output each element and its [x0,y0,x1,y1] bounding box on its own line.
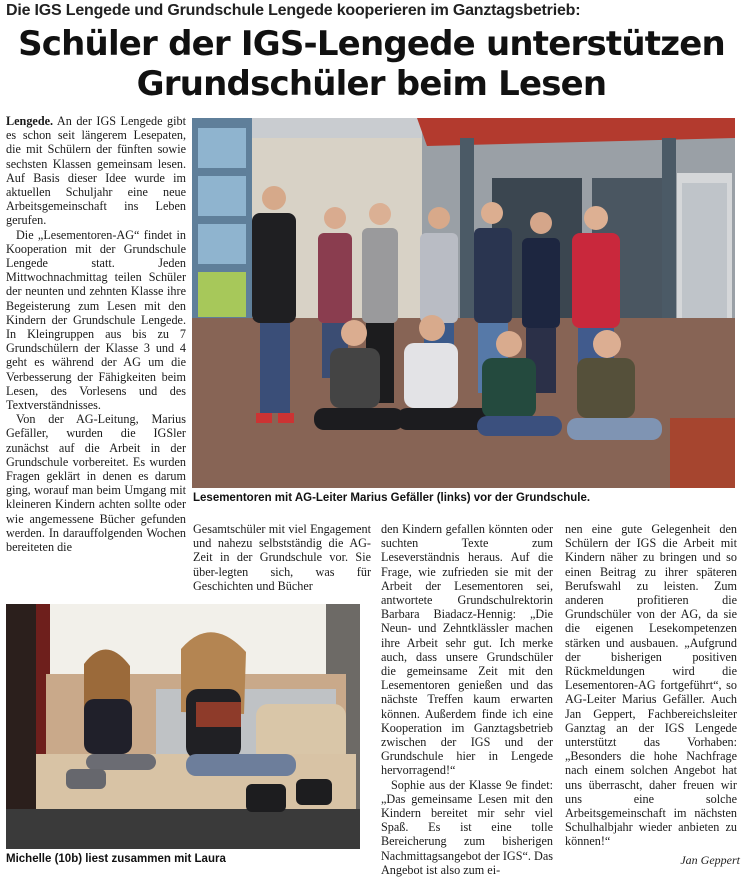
intro-text: An der IGS Lengede gibt es schon seit längerem Lesepaten, die mit Schülern der fünften sowie sechsten Klassen gemeinsam lesen. Auf Basis dieser Idee wurde im aktuellen Schuljahr eine neue Arbeitsgemeinschaft ins Leben gerufen. [6,114,186,228]
kicker: Die IGS Lengede und Grundschule Lengede kooperieren im Ganztagsbetrieb: [6,2,581,19]
group-photo-caption: Lesementoren mit AG-Leiter Marius Gefäller (links) vor der Grundschule. [193,492,591,504]
reading-photo [6,604,360,849]
paragraph-ag: Die „Lesementoren-AG“ findet in Kooperation mit der Grundschule Lengede statt. Jeden Mittwochnachmittag teilen Schüler der neunten und zehnten Klasse ihre Begeisterung zum Lesen mit den Kindern der Grundschule Lengede. In Kleingruppen aus bis zu 7 Grundschülern der Klasse 3 und 4 geht es während der AG um die Verbesserung der Fähigkeiten beim Lesen, des Vorlesens und des Textverständnisses. [6,227,186,413]
article-column-2 [193,522,371,593]
paragraph-intro [6,114,186,228]
paragraph-quote-rektorin: den Kindern gefallen könnten oder suchten Texte zum Leseverständnis heraus. Auf die Frage, wie zufrieden sie mit der Arbeit der Lesementoren sei, antwortete Grundschulrektorin Barbara Biadacz-Hennig: „Die Neun- und Zehntklässler machen ihre Arbeit sehr gut. Ich merke auch, dass unsere Grundschüler die gemeinsame Zeit mit den Lesementoren genießen und das nächste Treffen kaum erwarten können. Außerdem finde ich eine Kooperation im Ganztagsbetrieb zwischen der IGS und der Grundschule hier in Lengede hervorragend!“ [381,522,553,778]
article-column-1 [6,114,186,554]
group-photo [192,118,735,488]
article-column-3 [381,522,553,877]
reading-photo-caption: Michelle (10b) liest zusammen mit Laura [6,853,226,865]
dateline: Lengede. [6,114,54,128]
headline-line-1: Schüler der IGS-Lengede unterstützen [18,24,725,64]
paragraph-sophie: Sophie aus der Klasse 9e findet: „Das gemeinsame Lesen mit den Kindern bereitet mir sehr viel Spaß. Es ist eine tolle Bereicherung zum bisherigen Nachmittagsangebot der IGS“. Das Angebot ist also zum ei- [381,777,553,877]
paragraph-col4: nen eine gute Gelegenheit den Schülern der IGS die Arbeit mit Kindern näher zu bringen und so einen Beitrag zu ihrer späteren Berufswahl zu leisten. Zum anderen profitieren die Grundschüler von der AG, da sie die eigenen Lesekompetenzen stärken und ausbauen. „Aufgrund der bisherigen positiven Rückmeldungen wird die Lesementoren-AG fortgeführt“, so AG-Leiter Marius Gefäller. Auch Jan Geppert, Fachbereichsleiter Ganztag an der IGS Lengede unterstützt das Vorhaben: „Besonders die hohe Nachfrage nach einem solchen Angebot hat uns überrascht, daher freuen wir uns eine solche Arbeitsgemeinschaft im nächsten Schulhalbjahr wieder anbieten zu können!“ [565,522,737,849]
paragraph-leitung: Von der AG-Leitung, Marius Gefäller, wurden die IGSler zunächst auf die Arbeit in der Grundschule vorbereitet. Es wurden Fragen geklärt in denen es darum ging, worauf man beim Umgang mit kleineren Kindern achten sollte oder wie angemessene Bücher gefunden werden. In darauffolgenden Wochen bereiteten die [6,412,186,555]
author: Jan Geppert [680,853,740,867]
article-column-4 [565,522,737,849]
headline [0,24,743,104]
headline-line-2: Grundschüler beim Lesen [136,64,607,104]
paragraph-col2: Gesamtschüler mit viel Engagement und nahezu selbstständig die AG-Zeit in der Grundschule vor. Sie über-legten sich, was für Geschichten und Bücher [193,522,371,593]
